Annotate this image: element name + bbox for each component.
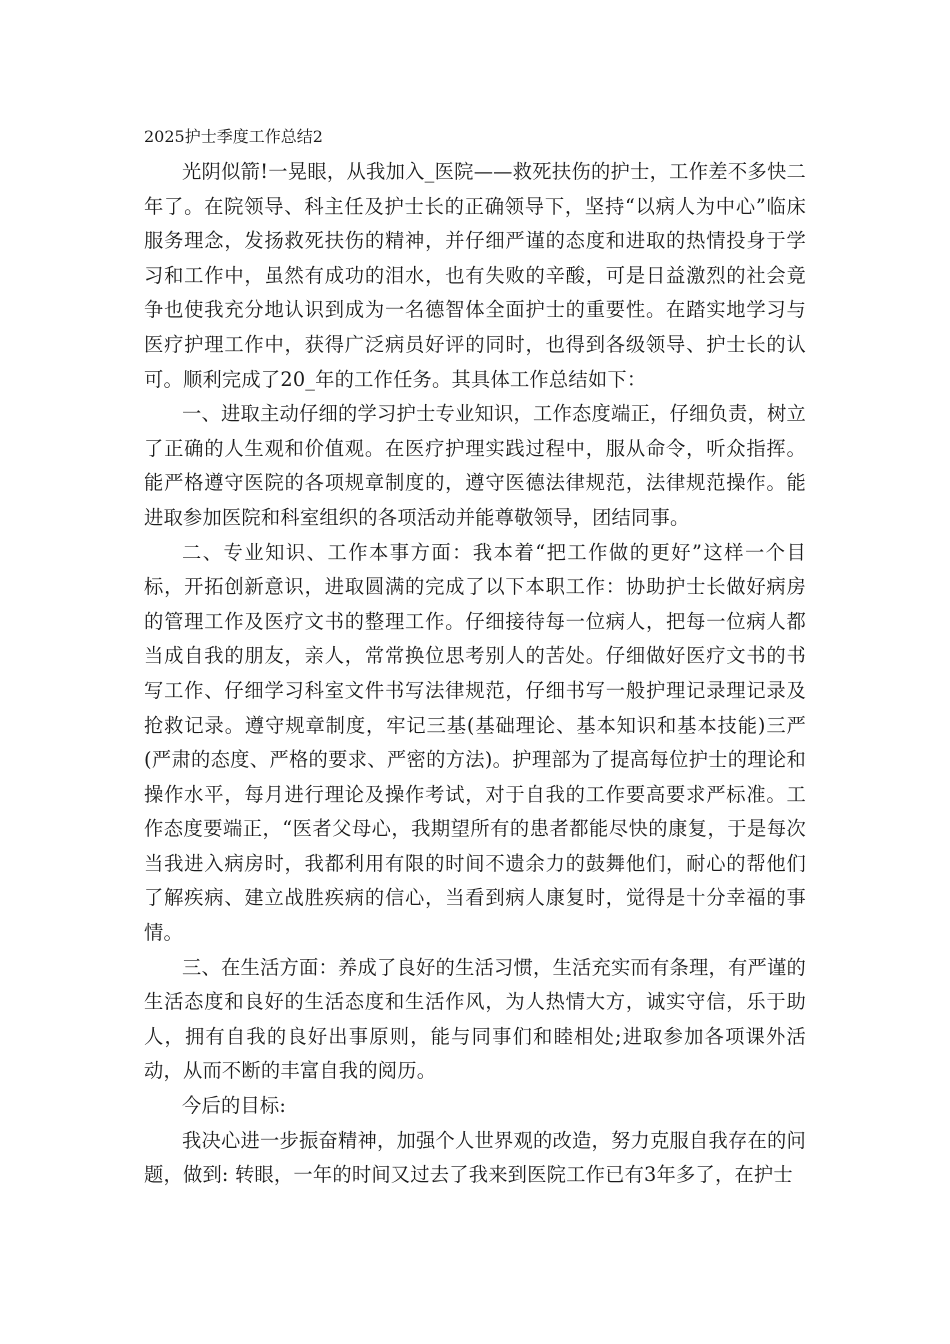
document-title: 2025护士季度工作总结2 bbox=[144, 127, 323, 146]
paragraph-section-2: 二、专业知识、工作本事方面：我本着“把工作做的更好”这样一个目标，开拓创新意识，进取圆满的完成了以下本职工作：协助护士长做好病房的管理工作及医疗文书的整理工作。仔细接待每一位病人，把每一位病人都当成自我的朋友，亲人，常常换位思考别人的苦处。仔细做好医疗文书的书写工作、仔细学习科室文件书写法律规范，仔细书写一般护理记录理记录及抢救记录。遵守规章制度，牢记三基(基础理论、基本知识和基本技能)三严(严肃的态度、严格的要求、严密的方法)。护理部为了提高每位护士的理论和操作水平，每月进行理论及操作考试，对于自我的工作要高要求严标准。工作态度要端正，“医者父母心，我期望所有的患者都能尽快的康复，于是每次当我进入病房时，我都利用有限的时间不遗余力的鼓舞他们，耐心的帮他们了解疾病、建立战胜疾病的信心，当看到病人康复时，觉得是十分幸福的事情。 bbox=[144, 540, 806, 945]
paragraph-goals-heading: 今后的目标: bbox=[182, 1094, 287, 1118]
paragraph-goals: 我决心进一步振奋精神，加强个人世界观的改造，努力克服自我存在的问题，做到: 转眼，一年的时间又过去了我来到医院工作已有3年多了，在护士 bbox=[144, 1128, 806, 1187]
paragraph-intro: 光阴似箭!一晃眼，从我加入_医院——救死扶伤的护士，工作差不多快二年了。在院领导、科主任及护士长的正确领导下，坚持“以病人为中心”临床服务理念，发扬救死扶伤的精神，并仔细严谨的态度和进取的热情投身于学习和工作中，虽然有成功的泪水，也有失败的辛酸，可是日益激烈的社会竟争也使我充分地认识到成为一名德智体全面护士的重要性。在踏实地学习与医疗护理工作中，获得广泛病员好评的同时，也得到各级领导、护士长的认可。顺利完成了20_年的工作任务。其具体工作总结如下： bbox=[144, 160, 806, 391]
paragraph-section-3: 三、在生活方面：养成了良好的生活习惯，生活充实而有条理，有严谨的生活态度和良好的生活态度和生活作风，为人热情大方，诚实守信，乐于助人，拥有自我的良好出事原则，能与同事们和睦相处;进取参加各项课外活动，从而不断的丰富自我的阅历。 bbox=[144, 955, 806, 1083]
document-body bbox=[144, 119, 806, 1193]
paragraph-section-1: 一、进取主动仔细的学习护士专业知识，工作态度端正，仔细负责，树立了正确的人生观和价值观。在医疗护理实践过程中，服从命令，听众指挥。能严格遵守医院的各项规章制度的，遵守医德法律规范，法律规范操作。能进取参加医院和科室组织的各项活动并能尊敬领导，团结同事。 bbox=[144, 402, 806, 529]
